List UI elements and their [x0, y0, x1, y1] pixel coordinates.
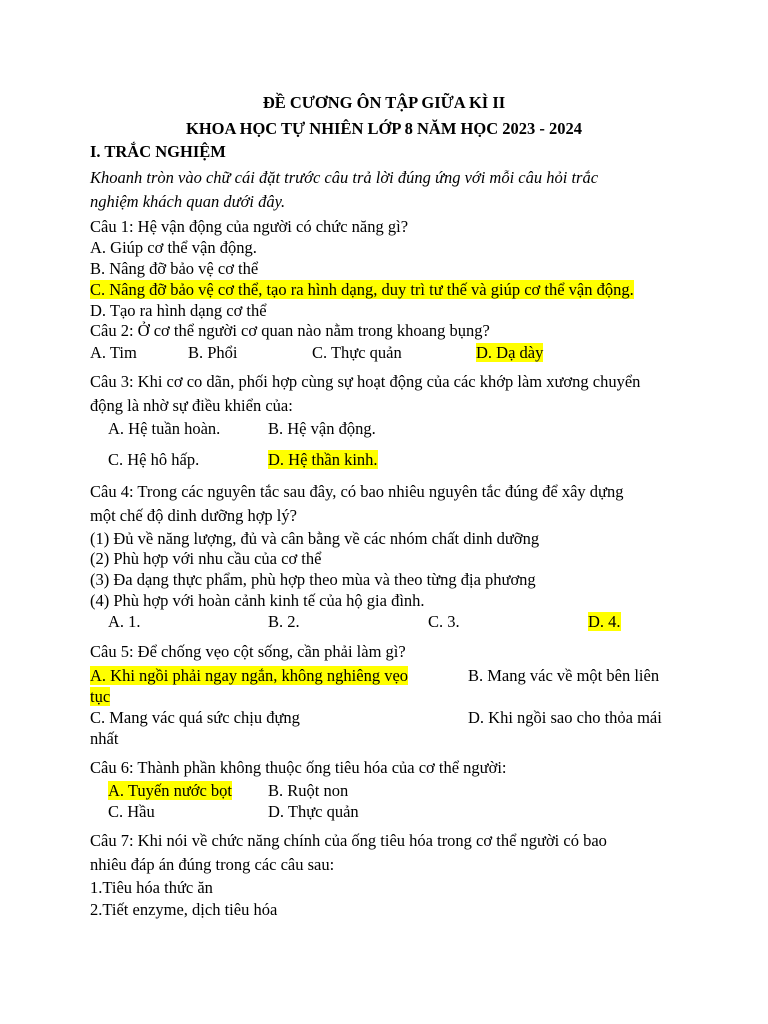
- q4-statement-2: (2) Phù hợp với nhu cầu của cơ thể: [90, 549, 322, 568]
- q5-option-d: D. Khi ngồi sao cho thỏa mái: [468, 708, 662, 727]
- q2-option-b: B. Phổi: [188, 343, 238, 362]
- question-7-line-1: Câu 7: Khi nói về chức năng chính của ống tiêu hóa trong cơ thể người có bao: [90, 831, 607, 850]
- q2-option-a: A. Tim: [90, 343, 137, 362]
- q5-option-a-continuation: tục: [90, 687, 111, 706]
- q2-option-c: C. Thực quản: [312, 343, 402, 362]
- question-6: Câu 6: Thành phần không thuộc ống tiêu hóa của cơ thể người:: [90, 758, 507, 777]
- q5-option-a-highlighted: A. Khi ngồi phải ngay ngắn, không nghiêng vẹo: [90, 666, 409, 685]
- q5-option-c: C. Mang vác quá sức chịu đựng: [90, 708, 300, 727]
- q4-option-b: B. 2.: [268, 612, 300, 631]
- q3-option-b: B. Hệ vận động.: [268, 419, 376, 438]
- q6-option-a-highlighted: A. Tuyến nước bọt: [108, 781, 233, 800]
- question-3-line-1: Câu 3: Khi cơ co dãn, phối hợp cùng sự hoạt động của các khớp làm xương chuyển: [90, 372, 641, 391]
- q6-option-d: D. Thực quản: [268, 802, 359, 821]
- q2-option-d-highlighted: D. Dạ dày: [476, 343, 544, 362]
- q3-option-c: C. Hệ hô hấp.: [108, 450, 200, 469]
- section-heading: I. TRẮC NGHIỆM: [90, 142, 226, 161]
- question-3-line-2: động là nhờ sự điều khiển của:: [90, 396, 293, 415]
- q4-statement-4: (4) Phù hợp với hoàn cảnh kinh tế của hộ gia đình.: [90, 591, 425, 610]
- question-1: Câu 1: Hệ vận động của người có chức năng gì?: [90, 217, 409, 236]
- q1-option-b: B. Nâng đỡ bảo vệ cơ thể: [90, 259, 259, 278]
- q1-option-a: A. Giúp cơ thể vận động.: [90, 238, 257, 257]
- question-7-line-2: nhiêu đáp án đúng trong các câu sau:: [90, 855, 335, 874]
- question-4-line-1: Câu 4: Trong các nguyên tắc sau đây, có bao nhiêu nguyên tắc đúng để xây dựng: [90, 482, 624, 501]
- title-line-2: KHOA HỌC TỰ NHIÊN LỚP 8 NĂM HỌC 2023 - 2024: [185, 119, 583, 138]
- instruction-line-1: Khoanh tròn vào chữ cái đặt trước câu trả lời đúng ứng với mỗi câu hỏi trắc: [90, 168, 599, 187]
- q7-statement-2: 2.Tiết enzyme, dịch tiêu hóa: [90, 900, 278, 919]
- q6-option-c: C. Hầu: [108, 802, 155, 821]
- title-line-1: ĐỀ CƯƠNG ÔN TẬP GIỮA KÌ II: [262, 93, 506, 112]
- q4-option-d-highlighted: D. 4.: [588, 612, 621, 631]
- q1-option-c-highlighted: C. Nâng đỡ bảo vệ cơ thể, tạo ra hình dạng, duy trì tư thế và giúp cơ thể vận động.: [90, 280, 634, 299]
- question-4-line-2: một chế độ dinh dưỡng hợp lý?: [90, 506, 297, 525]
- q7-statement-1: 1.Tiêu hóa thức ăn: [90, 878, 213, 897]
- q5-option-d-continuation: nhất: [90, 729, 119, 748]
- q4-option-c: C. 3.: [428, 612, 460, 631]
- q1-option-d: D. Tạo ra hình dạng cơ thể: [90, 301, 267, 320]
- q4-statement-3: (3) Đa dạng thực phẩm, phù hợp theo mùa và theo từng địa phương: [90, 570, 536, 589]
- q4-statement-1: (1) Đủ về năng lượng, đủ và cân bằng về các nhóm chất dinh dưỡng: [90, 529, 540, 548]
- q6-option-b: B. Ruột non: [268, 781, 349, 800]
- q3-option-d-highlighted: D. Hệ thần kinh.: [268, 450, 378, 469]
- q5-option-b: B. Mang vác về một bên liên: [468, 666, 660, 685]
- question-2: Câu 2: Ở cơ thể người cơ quan nào nằm trong khoang bụng?: [90, 321, 490, 340]
- q4-option-a: A. 1.: [108, 612, 141, 631]
- question-5: Câu 5: Để chống vẹo cột sống, cần phải làm gì?: [90, 642, 406, 661]
- q3-option-a: A. Hệ tuần hoàn.: [108, 419, 221, 438]
- instruction-line-2: nghiệm khách quan dưới đây.: [90, 192, 286, 211]
